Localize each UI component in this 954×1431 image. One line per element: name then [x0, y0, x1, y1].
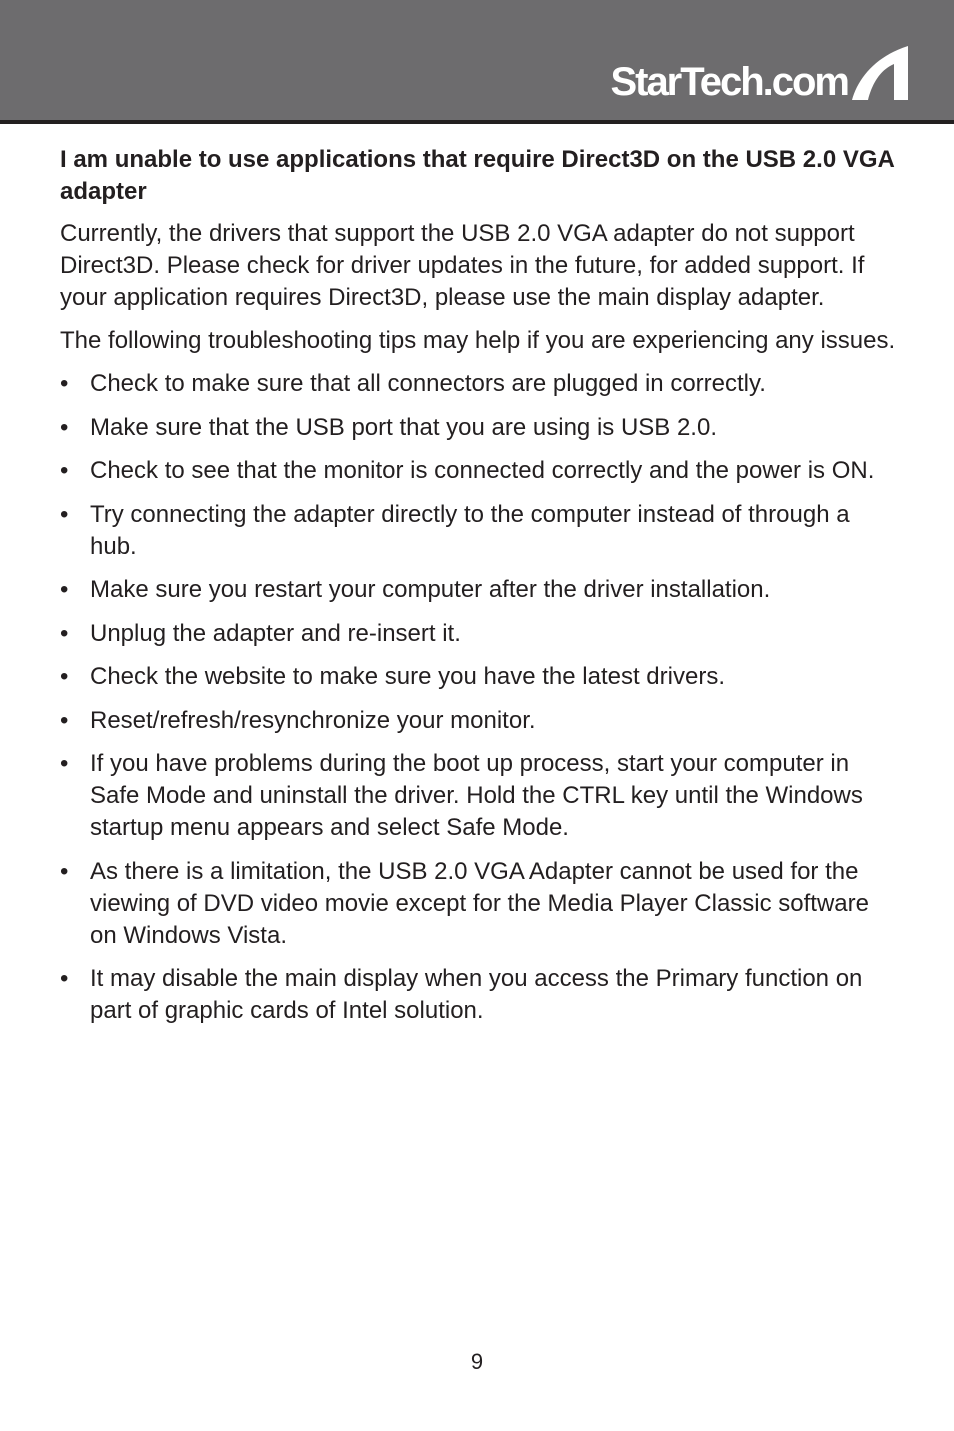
- intro-paragraph: Currently, the drivers that support the USB 2.0 VGA adapter do not support Direct3D. Please check for driver updates in the future, for added support. If your application requires Direct3D, please use the main display adapter.: [60, 220, 865, 311]
- bullet-icon: •: [60, 750, 69, 777]
- list-item-text: Check to make sure that all connectors are plugged in correctly.: [90, 370, 766, 397]
- list-item-text: Check the website to make sure you have the latest drivers.: [90, 663, 725, 690]
- bullet-icon: •: [60, 370, 69, 397]
- header-rule: [0, 120, 954, 124]
- startech-swoosh-icon: [850, 44, 910, 102]
- bullet-icon: •: [60, 857, 69, 885]
- list-item-text: Try connecting the adapter directly to the computer instead of through a hub.: [90, 500, 850, 560]
- bullet-icon: •: [60, 619, 69, 647]
- list-item: [60, 455, 898, 487]
- list-item-text: It may disable the main display when you access the Primary function on part of graphic cards of Intel solution.: [90, 965, 863, 1024]
- list-item: [60, 748, 898, 844]
- list-item: [60, 412, 898, 444]
- troubleshooting-list: [60, 368, 898, 1027]
- bullet-icon: •: [60, 663, 69, 690]
- page-header: [0, 0, 954, 120]
- list-item: [60, 618, 898, 650]
- troubleshooting-intro: The following troubleshooting tips may help if you are experiencing any issues.: [60, 327, 896, 354]
- page-content: [60, 144, 898, 1039]
- bullet-icon: •: [60, 500, 69, 528]
- list-item-text: Check to see that the monitor is connected correctly and the power is ON.: [90, 457, 875, 484]
- bullet-icon: •: [60, 576, 69, 603]
- list-item-text: If you have problems during the boot up process, start your computer in Safe Mode and uninstall the driver. Hold the CTRL key until the Windows startup menu appears and select Safe Mode.: [90, 750, 863, 841]
- list-item-text: Make sure you restart your computer after the driver installation.: [90, 576, 771, 603]
- list-item-text: Unplug the adapter and re-insert it.: [90, 619, 461, 647]
- section-heading: I am unable to use applications that require Direct3D on the USB 2.0 VGA adapter: [60, 146, 894, 205]
- list-item: [60, 499, 898, 563]
- bullet-icon: •: [60, 413, 69, 441]
- bullet-icon: •: [60, 965, 69, 992]
- list-item-text: Reset/refresh/resynchronize your monitor.: [90, 706, 536, 734]
- list-item: [60, 963, 898, 1027]
- list-item: [60, 574, 898, 606]
- list-item: [60, 705, 898, 737]
- logo-wordmark: StarTech.com: [610, 60, 848, 104]
- list-item: [60, 856, 898, 952]
- bullet-icon: •: [60, 706, 69, 734]
- startech-logo: [610, 44, 910, 102]
- list-item: [60, 368, 898, 400]
- list-item-text: Make sure that the USB port that you are using is USB 2.0.: [90, 413, 717, 441]
- bullet-icon: •: [60, 457, 69, 484]
- list-item: [60, 661, 898, 693]
- page-number: 9: [470, 1349, 484, 1374]
- list-item-text: As there is a limitation, the USB 2.0 VGA Adapter cannot be used for the viewing of DVD video movie except for the Media Player Classic software on Windows Vista.: [90, 857, 869, 949]
